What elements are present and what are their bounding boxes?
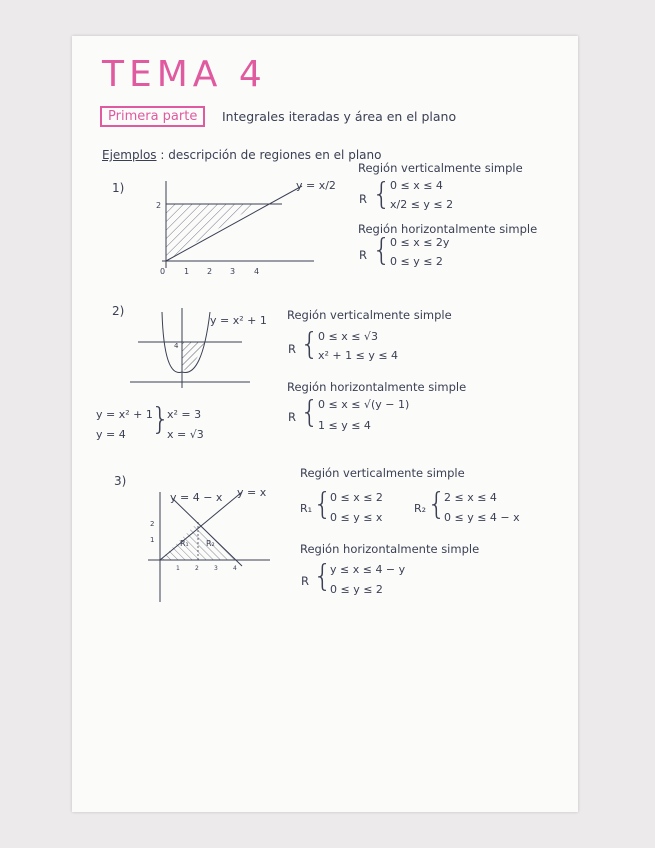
example-2-horizontal-title: Región horizontalmente simple <box>287 380 467 394</box>
x-tick-4: 4 <box>233 565 237 572</box>
example-2-horizontal-line1: 0 ≤ x ≤ √(y − 1) <box>318 398 410 411</box>
brace: { <box>427 487 447 522</box>
x-tick-1: 1 <box>176 565 180 572</box>
part-label: Primera parte <box>100 106 205 127</box>
example-2-system-line2: y = 4 <box>96 428 126 441</box>
region-r1-label: R₁ <box>180 539 189 548</box>
example-2-vertical-line2: x² + 1 ≤ y ≤ 4 <box>318 349 399 362</box>
example-1-horizontal-R: R <box>359 248 367 262</box>
brace: } <box>151 402 171 437</box>
example-3-horizontal-line2: 0 ≤ y ≤ 2 <box>330 583 383 596</box>
example-3-r2: R₂ <box>414 502 427 515</box>
y-tick-label: 4 <box>174 342 179 350</box>
example-2-number: 2) <box>112 304 125 318</box>
example-3-horizontal-R: R <box>301 574 309 588</box>
example-3-r1-line1: 0 ≤ x ≤ 2 <box>330 491 383 504</box>
example-1-vertical-title: Región verticalmente simple <box>358 161 523 175</box>
example-3-curve1-label: y = 4 − x <box>170 491 223 504</box>
example-3-horizontal-line1: y ≤ x ≤ 4 − y <box>330 563 406 576</box>
x-tick-2: 2 <box>195 565 199 572</box>
example-1-horizontal-line2: 0 ≤ y ≤ 2 <box>390 255 443 268</box>
example-2-system-line1: y = x² + 1 <box>96 408 153 421</box>
region-r2-label: R₂ <box>206 539 215 548</box>
examples-heading: Ejemplos <box>102 148 157 162</box>
y-tick-1: 1 <box>150 536 155 544</box>
brace: { <box>313 487 333 522</box>
x-tick-3: 3 <box>230 267 236 276</box>
y-tick-2: 2 <box>150 520 155 528</box>
example-1-vertical-line1: 0 ≤ x ≤ 4 <box>390 179 443 192</box>
example-2-vertical-title: Región verticalmente simple <box>287 308 452 322</box>
brace: { <box>313 559 333 594</box>
example-1-horizontal-line1: 0 ≤ x ≤ 2y <box>390 236 450 249</box>
examples-subtitle: : descripción de regiones en el plano <box>160 148 382 162</box>
shaded-region <box>166 204 258 261</box>
example-1-vertical-R: R <box>359 192 367 206</box>
example-2-vertical-R: R <box>288 342 296 356</box>
brace: { <box>372 177 392 212</box>
shaded-region <box>182 342 205 371</box>
example-3-r2-line2: 0 ≤ y ≤ 4 − x <box>444 511 520 524</box>
y-tick-label: 2 <box>156 201 162 210</box>
x-tick-2: 2 <box>207 267 213 276</box>
example-2-horizontal-R: R <box>288 410 296 424</box>
brace: { <box>372 233 392 268</box>
examples-heading-row <box>102 148 381 162</box>
example-2-horizontal-line2: 1 ≤ y ≤ 4 <box>318 419 371 432</box>
example-2-result-line1: x² = 3 <box>167 408 202 421</box>
example-3-horizontal-title: Región horizontalmente simple <box>300 542 480 556</box>
part-subtitle: Integrales iteradas y área en el plano <box>222 109 457 124</box>
example-3-curve2-label: y = x <box>237 486 267 499</box>
example-1-vertical-line2: x/2 ≤ y ≤ 2 <box>390 198 454 211</box>
x-tick-4: 4 <box>254 267 260 276</box>
x-tick-1: 1 <box>184 267 190 276</box>
example-2-vertical-line1: 0 ≤ x ≤ √3 <box>318 330 378 343</box>
page-title: TEMA 4 <box>102 54 267 95</box>
x-tick-0: 0 <box>160 267 166 276</box>
brace: { <box>300 327 320 362</box>
example-3-r2-line1: 2 ≤ x ≤ 4 <box>444 491 497 504</box>
example-2-result-line2: x = √3 <box>167 428 204 441</box>
example-1-curve-label: y = x/2 <box>296 179 336 192</box>
example-3-vertical-title: Región verticalmente simple <box>300 466 465 480</box>
example-3-number: 3) <box>114 474 127 488</box>
example-1-number: 1) <box>112 181 125 195</box>
example-3-r1-line2: 0 ≤ y ≤ x <box>330 511 383 524</box>
example-2-curve-label: y = x² + 1 <box>210 314 267 327</box>
brace: { <box>300 395 320 430</box>
x-tick-3: 3 <box>214 565 218 572</box>
example-1-horizontal-title: Región horizontalmente simple <box>358 222 538 236</box>
notebook-page <box>72 36 578 812</box>
example-3-r1: R₁ <box>300 502 313 515</box>
